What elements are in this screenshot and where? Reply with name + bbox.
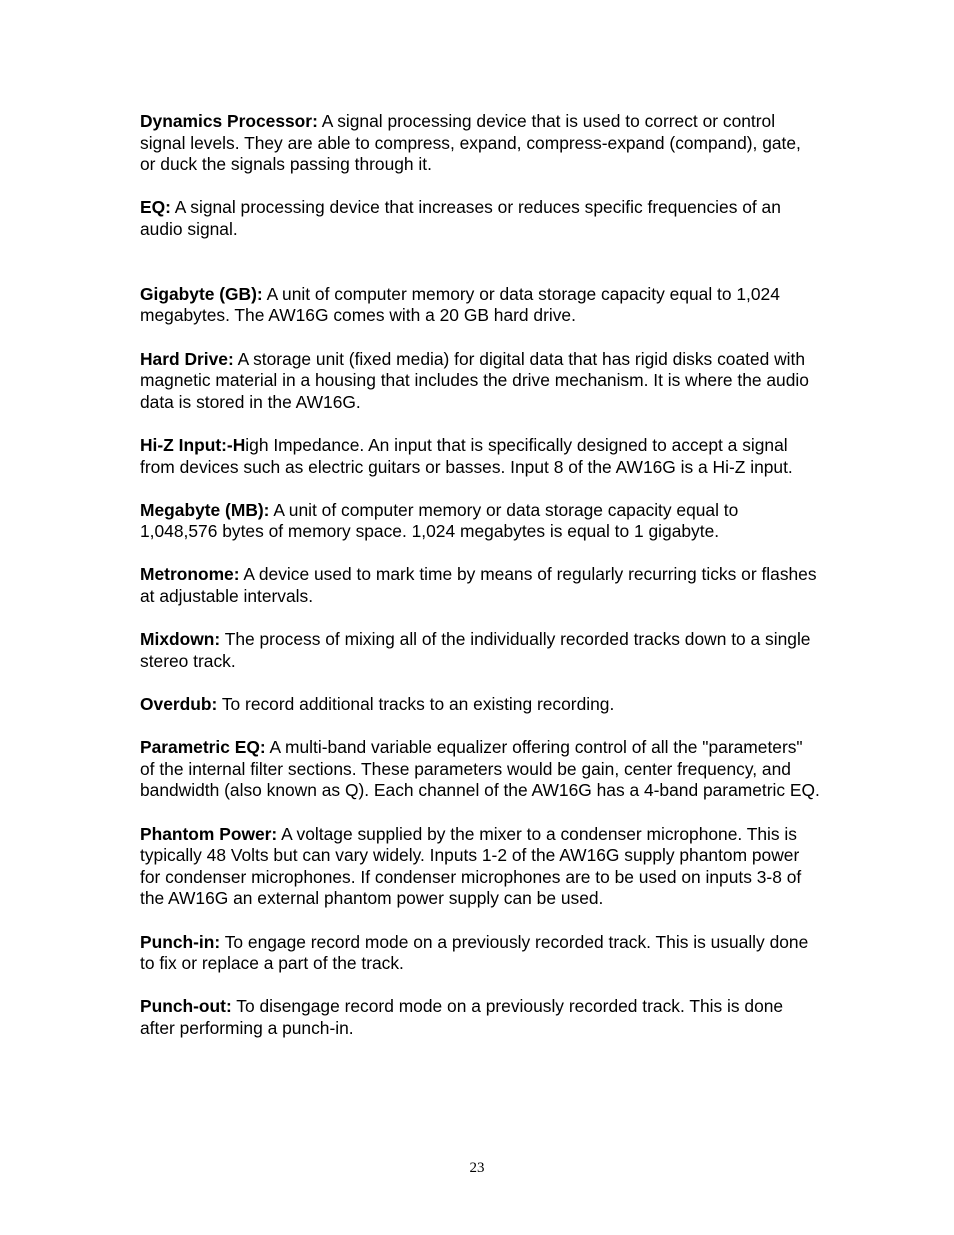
glossary-term: Punch-out: <box>140 996 232 1017</box>
glossary-definition: igh Impedance. An input that is specifically designed to accept a signal from devices such as electric guitars or basses. Input 8 of the AW16G is a Hi-Z input. <box>140 434 793 477</box>
glossary-term: Punch-in: <box>140 931 221 952</box>
glossary-entry-overdub <box>140 694 820 716</box>
glossary-entry-metronome <box>140 564 820 607</box>
glossary-term: EQ: <box>140 197 171 218</box>
glossary-list <box>140 111 820 1040</box>
glossary-definition: A unit of computer memory or data storage capacity equal to 1,024 megabytes. The AW16G comes with a 20 GB hard drive. <box>140 283 780 326</box>
glossary-entry-punch-out <box>140 996 820 1039</box>
glossary-definition: A unit of computer memory or data storage capacity equal to 1,048,576 bytes of memory space. 1,024 megabytes is equal to 1 gigabyte. <box>140 499 739 542</box>
glossary-definition: To disengage record mode on a previously recorded track. This is done after performing a punch-in. <box>140 996 784 1038</box>
glossary-definition: A signal processing device that increases or reduces specific frequencies of an audio signal. <box>140 197 781 239</box>
glossary-term: Overdub: <box>140 694 218 715</box>
glossary-term: Hi-Z Input:-H <box>140 434 246 455</box>
glossary-term: Megabyte (MB): <box>140 499 270 520</box>
glossary-entry-hard-drive <box>140 349 820 414</box>
glossary-entry-punch-in <box>140 932 820 975</box>
glossary-definition: A multi-band variable equalizer offering control of all the "parameters" of the internal filter sections. These parameters would be gain, center frequency, and bandwidth (also known as Q). Each channel of the AW16G has a 4-band parametric EQ. <box>140 737 820 801</box>
glossary-entry-phantom-power <box>140 824 820 910</box>
glossary-term: Hard Drive: <box>140 348 234 369</box>
glossary-definition: A signal processing device that is used to correct or control signal levels. They are able to compress, expand, compress-expand (compand), gate, or duck the signals passing through it. <box>140 111 801 175</box>
glossary-entry-mixdown <box>140 629 820 672</box>
page-number: 23 <box>469 1160 485 1176</box>
glossary-term: Phantom Power: <box>140 823 278 844</box>
glossary-entry-gigabyte <box>140 284 820 327</box>
glossary-entry-dynamics-processor <box>140 111 820 176</box>
glossary-definition: A device used to mark time by means of regularly recurring ticks or flashes at adjustable intervals. <box>140 564 817 607</box>
glossary-term: Gigabyte (GB): <box>140 283 263 304</box>
glossary-definition: A voltage supplied by the mixer to a condenser microphone. This is typically 48 Volts but can vary widely. Inputs 1-2 of the AW16G supply phantom power for condenser microphones. If condenser microphones are to be used on inputs 3-8 of the AW16G an external phantom power supply can be used. <box>140 823 802 909</box>
glossary-term: Dynamics Processor: <box>140 111 318 131</box>
glossary-term: Metronome: <box>140 564 240 585</box>
glossary-entry-parametric-eq <box>140 737 820 802</box>
glossary-entry-megabyte <box>140 500 820 543</box>
glossary-definition: The process of mixing all of the individually recorded tracks down to a single stereo track. <box>140 629 811 671</box>
glossary-term: Parametric EQ: <box>140 737 266 758</box>
glossary-entry-eq <box>140 197 820 240</box>
glossary-term: Mixdown: <box>140 629 221 650</box>
glossary-definition: A storage unit (fixed media) for digital data that has rigid disks coated with magnetic material in a housing that includes the drive mechanism. It is where the audio data is stored in the AW16G. <box>140 348 809 412</box>
glossary-definition: To record additional tracks to an existing recording. <box>217 694 615 715</box>
glossary-definition: To engage record mode on a previously recorded track. This is usually done to fix or replace a part of the track. <box>140 931 809 974</box>
glossary-entry-hi-z-input <box>140 435 820 478</box>
